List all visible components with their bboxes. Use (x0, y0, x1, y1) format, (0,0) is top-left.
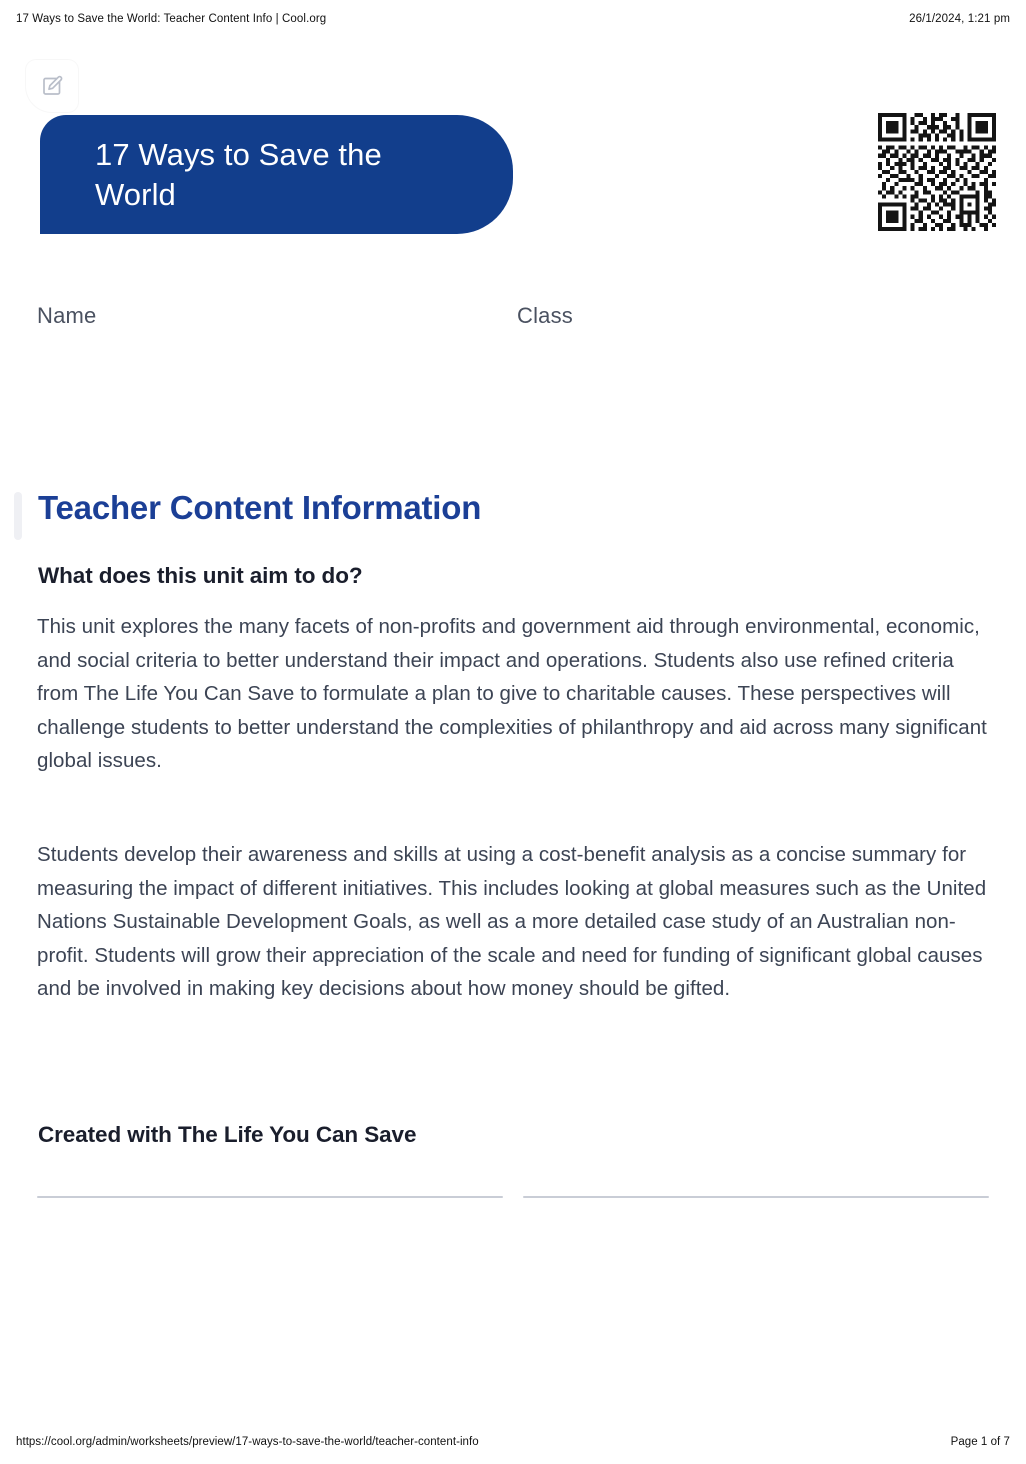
edit-square-icon (40, 74, 64, 98)
section-title: Teacher Content Information (38, 489, 482, 526)
print-footer-url: https://cool.org/admin/worksheets/preview/17-ways-to-save-the-world/teacher-content-info (16, 1436, 479, 1448)
print-footer (16, 1434, 1010, 1450)
paragraph-unit-overview: This unit explores the many facets of non-profits and government aid through environmental, economic, and social criteria to better understand their impact and operations. Students also use refined criteria from The Life You Can Save to formulate a plan to give to charitable causes. These perspectives will challenge students to better understand the complexities of philanthropy and aid across many significant global issues. (37, 615, 987, 772)
print-header-title: 17 Ways to Save the World: Teacher Content Info | Cool.org (16, 13, 327, 25)
divider-right (523, 1196, 989, 1198)
subheading-unit-aim: What does this unit aim to do? (38, 563, 363, 588)
worksheet-title: 17 Ways to Save the World (95, 137, 382, 212)
section-heading (14, 490, 974, 540)
paragraph-student-skills: Students develop their awareness and skills at using a cost-benefit analysis as a concise summary for measuring the impact of different initiatives. This includes looking at global measures such as the United Nations Sustainable Development Goals, as well as a more detailed case study of an Australian non-profit. Students will grow their appreciation of the scale and need for funding of significant global causes and be involved in making key decisions about how money should be gifted. (37, 843, 987, 1000)
section-accent-bar (14, 492, 22, 540)
worksheet-title-badge (40, 115, 513, 234)
name-field-label: Name (37, 303, 97, 328)
edit-worksheet-button[interactable] (26, 60, 78, 112)
class-field-label: Class (517, 303, 574, 328)
content-dividers (37, 1196, 989, 1198)
qr-code (878, 113, 996, 231)
print-header-date: 26/1/2024, 1:21 pm (909, 13, 1010, 25)
subheading-created-with: Created with The Life You Can Save (38, 1122, 417, 1147)
print-footer-page: Page 1 of 7 (950, 1436, 1010, 1448)
divider-left (37, 1196, 503, 1198)
student-fields-row (37, 303, 987, 329)
print-header (16, 11, 1010, 27)
